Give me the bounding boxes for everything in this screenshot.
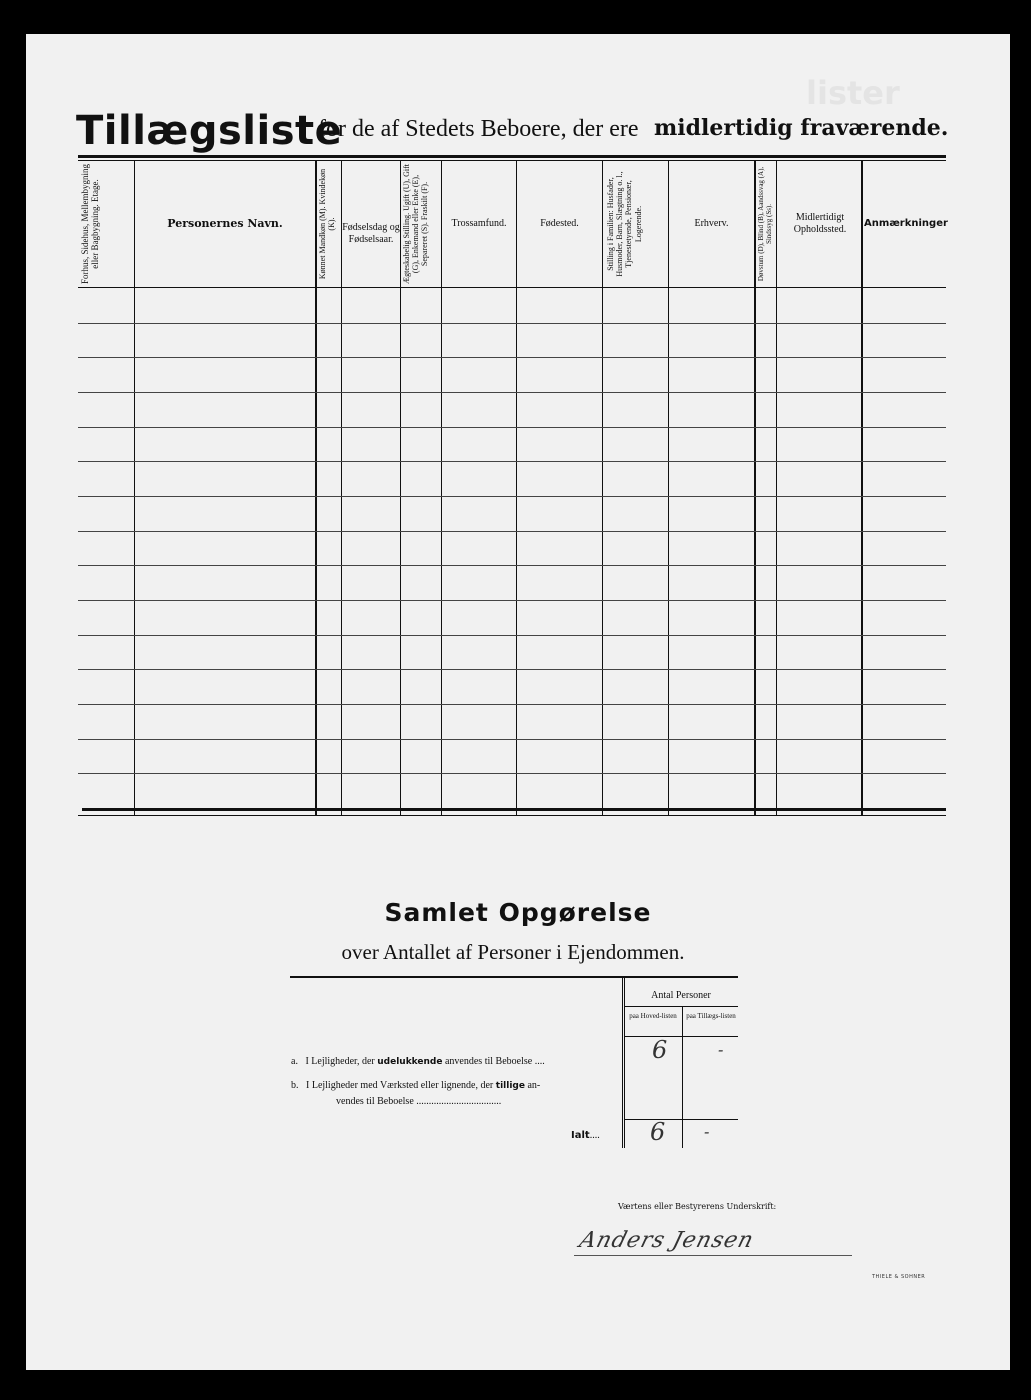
col-sep bbox=[754, 161, 756, 815]
col-sep bbox=[400, 161, 401, 815]
col-sep bbox=[602, 161, 603, 815]
form-subtitle-emphasis: midlertidig fraværende. bbox=[654, 115, 949, 141]
row-b-text-line2: vendes til Beboelse bbox=[336, 1096, 414, 1107]
table-row-line bbox=[78, 600, 946, 601]
col-sep bbox=[341, 161, 342, 815]
row-b-label bbox=[291, 1080, 540, 1091]
table-row-line bbox=[78, 565, 946, 566]
form-subtitle: for de af Stedets Beboere, der ere bbox=[318, 116, 639, 142]
table-row-line bbox=[78, 427, 946, 428]
row-a-extra-value: - bbox=[718, 1040, 724, 1059]
col-header-occupation: Erhverv. bbox=[694, 218, 729, 229]
table-row-line bbox=[78, 739, 946, 740]
printer-mark: THIELE & SOHNER bbox=[872, 1274, 926, 1280]
summary-top-rule bbox=[290, 976, 738, 978]
summary-col-extra: paa Tillægs-listen bbox=[686, 1012, 736, 1020]
total-extra-value: - bbox=[704, 1122, 710, 1141]
summary-title: Samlet Opgørelse bbox=[384, 898, 652, 927]
faded-stamp: lister bbox=[806, 74, 900, 112]
table-row-line bbox=[78, 357, 946, 358]
table-row-line bbox=[78, 392, 946, 393]
row-b-letter: b. bbox=[291, 1080, 299, 1091]
row-b-label-line2: vendes til Beboelse .................................. bbox=[336, 1096, 502, 1107]
table-row-line bbox=[78, 496, 946, 497]
col-header-disability: Døvstum (D), Blind (B), Aandssvag (A), Sindssyg (Ss). bbox=[757, 166, 774, 282]
col-header-name: Personernes Navn. bbox=[167, 217, 283, 231]
summary-col-sep bbox=[624, 978, 625, 1148]
summary-subtitle: over Antallet af Personer i Ejendommen. bbox=[341, 940, 685, 964]
table-row-line bbox=[78, 531, 946, 532]
row-a-text-post: anvendes til Beboelse bbox=[444, 1056, 533, 1067]
row-b-text-post: an- bbox=[527, 1080, 541, 1091]
summary-header-rule bbox=[624, 1036, 738, 1037]
form-title: Tillægsliste bbox=[76, 108, 343, 154]
summary-col-sep bbox=[622, 978, 623, 1148]
summary-col-sep bbox=[682, 1006, 683, 1148]
row-a-bold: udelukkende bbox=[377, 1057, 443, 1067]
total-label: Ialt.... bbox=[571, 1130, 600, 1141]
col-header-building: Forhus, Sidehus, Mellembygning eller Bagbygning. Etage. bbox=[80, 163, 101, 284]
col-sep bbox=[315, 161, 317, 815]
col-header-religion: Trossamfund. bbox=[451, 218, 507, 229]
row-b-text: I Lejligheder med Værksted eller lignende, der bbox=[306, 1080, 494, 1091]
header-bottom-rule bbox=[78, 287, 946, 288]
table-top-rule bbox=[78, 155, 946, 158]
table-bottom-rule-thin bbox=[78, 815, 946, 816]
summary-col-main: paa Hoved-listen bbox=[629, 1012, 677, 1020]
table-top-rule-thin bbox=[78, 160, 946, 161]
col-header-sex: Kønnet Mandkøn (M). Kvindekøn (K). bbox=[318, 168, 337, 280]
table-row-line bbox=[78, 461, 946, 462]
row-a-label: a. I Lejligheder, der udelukkende anvendes til Beboelse .... bbox=[291, 1056, 545, 1067]
summary-col-group: Antal Personer bbox=[651, 990, 711, 1001]
col-header-temp-residence: Midlertidigt Opholdssted. bbox=[793, 212, 847, 235]
signature: Anders Jensen bbox=[576, 1228, 757, 1253]
summary-subheader-rule bbox=[624, 1006, 738, 1007]
row-b-bold: tillige bbox=[495, 1081, 525, 1091]
table-row-line bbox=[78, 635, 946, 636]
col-header-family-position: Stilling i Familien: Husfader, Husmoder, Barn, Slægtning o. l., Tjenestetyende, Pensionær, Logerende. bbox=[606, 171, 643, 277]
table-row-line bbox=[78, 773, 946, 774]
col-header-birth: Fødselsdag og Fødselsaar. bbox=[342, 222, 400, 245]
col-header-marital: Ægteskabelig Stilling. Ugift (U), Gift (G), Enkemand eller Enke (E), Separeret (S). Fraskilt (F). bbox=[402, 164, 430, 284]
table-bottom-rule bbox=[82, 808, 946, 811]
summary-total-rule bbox=[624, 1119, 738, 1120]
table-row-line bbox=[78, 669, 946, 670]
signature-line bbox=[574, 1255, 852, 1256]
col-header-remarks: Anmærkninger bbox=[864, 218, 948, 229]
row-a-text: I Lejligheder, der bbox=[305, 1056, 375, 1067]
row-a-letter: a. bbox=[291, 1056, 298, 1067]
total-main-value: 6 bbox=[650, 1118, 666, 1146]
row-a-main-value: 6 bbox=[652, 1036, 668, 1064]
census-form-page bbox=[26, 34, 1010, 1370]
table-row-line bbox=[78, 323, 946, 324]
col-header-birthplace: Fødested. bbox=[540, 218, 579, 229]
table-row-line bbox=[78, 704, 946, 705]
signature-label: Værtens eller Bestyrerens Underskrift: bbox=[618, 1202, 777, 1211]
